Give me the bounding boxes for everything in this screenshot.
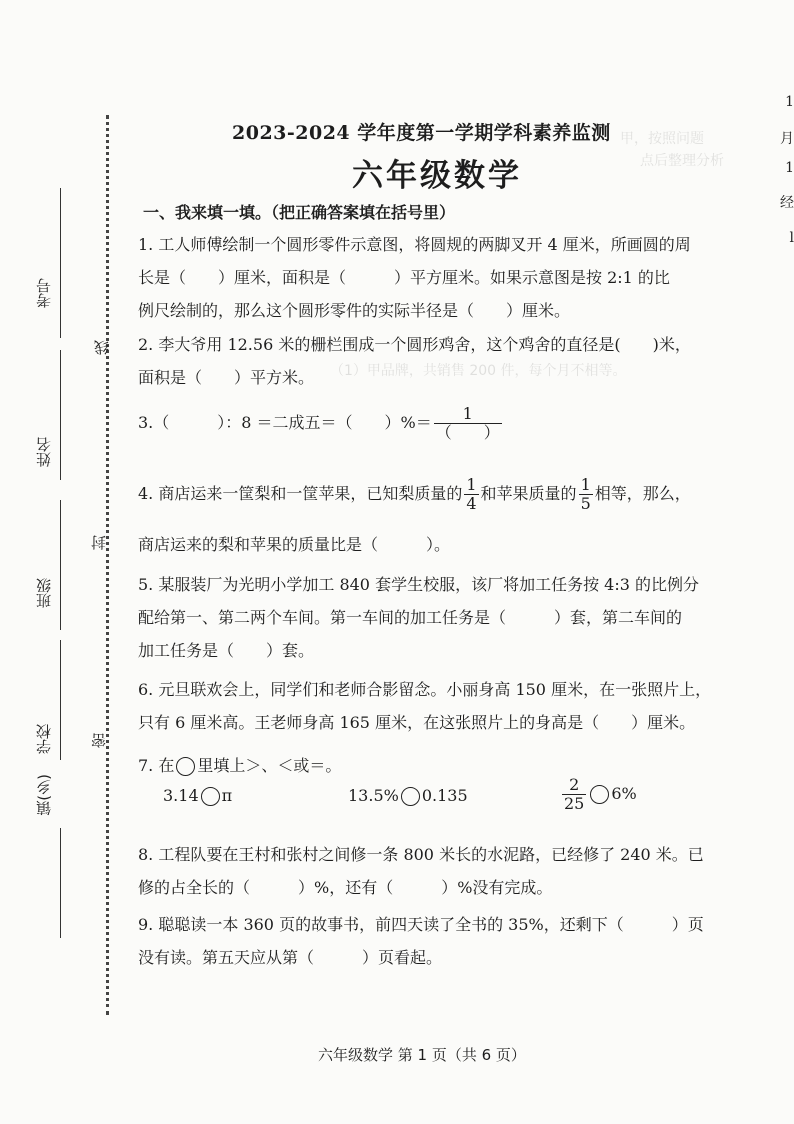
name-line[interactable] xyxy=(60,350,61,480)
section-heading: 一、我来填一填。（把正确答案填在括号里） xyxy=(143,203,456,222)
question-9-line-1: 9. 聪聪读一本 360 页的故事书，前四天读了全书的 35%，还剩下（ ）页 xyxy=(138,915,704,934)
compare-2-right: 0.135 xyxy=(421,786,468,805)
question-3-fraction xyxy=(434,405,502,442)
question-8-line-1: 8. 工程队要在王村和张村之间修一条 800 米长的水泥路，已经修了 240 米。已 xyxy=(138,845,704,864)
question-3-denominator: （ ） xyxy=(435,423,500,442)
exam-title: 2023-2024 学年度第一学期学科素养监测 xyxy=(232,122,611,144)
question-5-line-1: 5. 某服装厂为光明小学加工 840 套学生校服，该厂将加工任务按 4:3 的比例分 xyxy=(138,575,699,594)
question-1 xyxy=(138,228,728,327)
question-3-text: 3.（ ）：8 ＝二成五＝（ ）%＝ xyxy=(138,413,432,432)
question-4-fraction-2-den: 5 xyxy=(580,494,591,513)
exam-number-label: 考号 xyxy=(35,278,53,308)
compare-3-fraction xyxy=(562,776,586,813)
question-5-line-2: 配给第一、第二两个车间。第一车间的加工任务是（ ）套，第二车间的 xyxy=(138,608,683,627)
compare-2-left: 13.5% xyxy=(348,786,399,805)
question-5 xyxy=(138,568,728,667)
question-8 xyxy=(138,838,728,904)
question-7-post: 里填上＞、＜或＝。 xyxy=(197,756,342,775)
town-line[interactable] xyxy=(60,828,61,938)
question-3-numerator: 1 xyxy=(434,405,502,424)
question-4-line-2: 商店运来的梨和苹果的质量比是（ ）。 xyxy=(138,535,451,554)
question-4-line-2-wrap xyxy=(138,528,728,561)
bleed-through-3: （1）甲品牌，共销售 200 件，每个月不相等。 xyxy=(330,363,627,379)
exam-number-line[interactable] xyxy=(60,188,61,338)
question-4-text-2: 和苹果质量的 xyxy=(480,484,577,503)
right-edge-char-5: l xyxy=(789,230,794,246)
question-4 xyxy=(138,474,728,514)
compare-item-2 xyxy=(348,786,468,806)
question-3 xyxy=(138,403,728,443)
class-line[interactable] xyxy=(60,500,61,630)
binding-dotted-line xyxy=(106,115,109,1015)
question-5-line-3: 加工任务是（ ）套。 xyxy=(138,641,315,660)
compare-item-1 xyxy=(163,786,232,806)
binding-seal-char: 封 xyxy=(90,535,108,550)
compare-3-right: 6% xyxy=(611,784,637,803)
bleed-through-1: 甲，按照问题 xyxy=(620,131,704,147)
school-label: 学校 xyxy=(35,724,53,754)
right-edge-char-1: 1 xyxy=(785,94,794,110)
exam-subject: 六年级数学 xyxy=(352,158,522,194)
binding-close-char: 密 xyxy=(90,733,108,748)
name-label: 姓名 xyxy=(35,437,53,467)
compare-1-answer-circle[interactable] xyxy=(201,787,220,806)
question-2-line-1: 2. 李大爷用 12.56 米的栅栏围成一个圆形鸡舍，这个鸡舍的直径是( )米， xyxy=(138,335,691,354)
school-line[interactable] xyxy=(60,640,61,760)
compare-3-den: 25 xyxy=(564,794,585,813)
question-9 xyxy=(138,908,728,974)
question-7 xyxy=(138,749,728,782)
bleed-through-2: 点后整理分析 xyxy=(640,153,724,169)
town-label: 镇(乡) xyxy=(35,774,53,816)
binding-line-char: 线 xyxy=(93,340,111,355)
compare-1-left: 3.14 xyxy=(163,786,199,805)
question-4-fraction-1-num: 1 xyxy=(466,475,477,494)
page-footer: 六年级数学 第 1 页（共 6 页） xyxy=(318,1046,526,1064)
question-6-line-1: 6. 元旦联欢会上，同学们和老师合影留念。小丽身高 150 厘米，在一张照片上， xyxy=(138,680,712,699)
question-2-line-2: 面积是（ ）平方米。 xyxy=(138,368,315,387)
circle-icon xyxy=(176,757,195,776)
compare-3-answer-circle[interactable] xyxy=(590,785,609,804)
right-edge-char-3: 1 xyxy=(785,160,794,176)
question-7-pre: 7. 在 xyxy=(138,756,175,775)
class-label: 班级 xyxy=(35,578,53,608)
question-4-fraction-1-den: 4 xyxy=(466,494,477,513)
question-1-line-1: 1. 工人师傅绘制一个圆形零件示意图，将圆规的两脚叉开 4 厘米，所画圆的周 xyxy=(138,235,691,254)
question-6 xyxy=(138,673,728,739)
compare-3-num: 2 xyxy=(562,776,586,795)
right-edge-char-4: 经 xyxy=(780,195,794,211)
compare-1-right: π xyxy=(221,786,233,805)
question-1-line-3: 例尺绘制的，那么这个圆形零件的实际半径是（ ）厘米。 xyxy=(138,301,571,320)
question-4-fraction-2 xyxy=(579,476,593,513)
question-4-fraction-1 xyxy=(464,476,478,513)
question-4-fraction-2-num: 1 xyxy=(580,475,591,494)
question-6-line-2: 只有 6 厘米高。王老师身高 165 厘米，在这张照片上的身高是（ ）厘米。 xyxy=(138,713,696,732)
question-8-line-2: 修的占全长的（ ）%，还有（ ）%没有完成。 xyxy=(138,878,553,897)
compare-2-answer-circle[interactable] xyxy=(401,787,420,806)
compare-item-3 xyxy=(560,776,637,813)
right-edge-char-2: 月 xyxy=(780,131,794,147)
question-1-line-2: 长是（ ）厘米，面积是（ ）平方厘米。如果示意图是按 2:1 的比 xyxy=(138,268,670,287)
question-4-text-1: 4. 商店运来一筐梨和一筐苹果，已知梨质量的 xyxy=(138,484,463,503)
question-9-line-2: 没有读。第五天应从第（ ）页看起。 xyxy=(138,948,443,967)
question-4-text-3: 相等，那么， xyxy=(594,484,691,503)
question-2 xyxy=(138,328,728,394)
